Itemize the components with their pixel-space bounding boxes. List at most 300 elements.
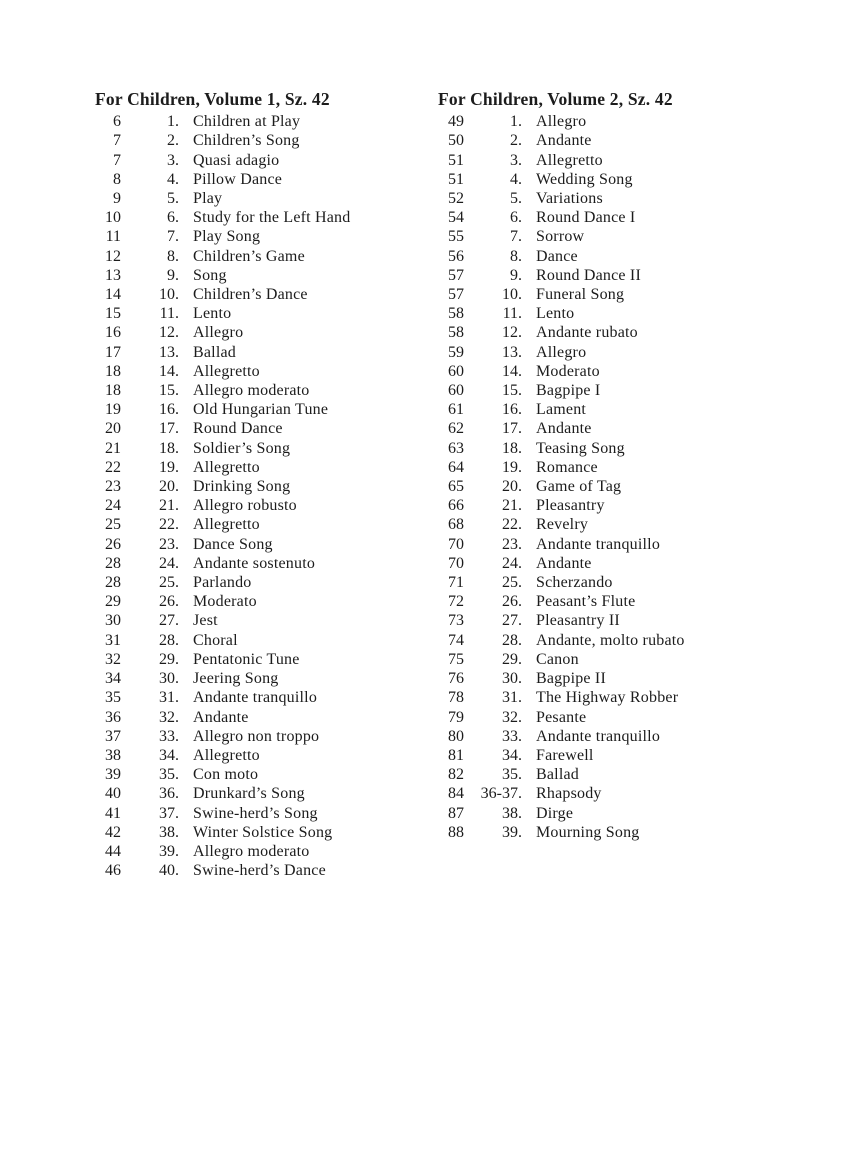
entry-page-number: 84	[448, 785, 464, 803]
entry-piece-title: Funeral Song	[536, 286, 625, 304]
entry-piece-number: 4.	[167, 170, 179, 188]
entry-piece-number: 11.	[502, 305, 522, 323]
entry-piece-title: Dirge	[536, 804, 574, 822]
toc-entry-row	[438, 285, 685, 304]
entry-piece-number: 18.	[159, 439, 179, 457]
entry-piece-number: 38.	[159, 823, 179, 841]
entry-piece-number: 38.	[502, 804, 522, 822]
entry-page-number: 68	[448, 516, 464, 534]
entry-page-number: 63	[448, 439, 464, 457]
entry-piece-number: 19.	[159, 458, 179, 476]
entry-piece-title: Children at Play	[193, 113, 301, 131]
entry-page-number: 22	[105, 458, 121, 476]
entry-piece-number: 11.	[159, 305, 179, 323]
entry-piece-title: Teasing Song	[536, 439, 625, 457]
entry-page-number: 61	[448, 401, 464, 419]
entry-piece-number: 1.	[510, 113, 522, 131]
entry-page-number: 18	[105, 382, 121, 400]
entry-piece-number: 2.	[167, 132, 179, 150]
entry-piece-title: Sorrow	[536, 228, 585, 246]
entry-piece-number: 24.	[502, 554, 522, 572]
entry-page-number: 80	[448, 727, 464, 745]
entry-page-number: 24	[105, 497, 121, 515]
toc-entry-row	[438, 477, 685, 496]
entry-page-number: 75	[448, 650, 464, 668]
entry-piece-title: Revelry	[536, 516, 589, 534]
entry-piece-number: 28.	[502, 631, 522, 649]
entry-piece-number: 31.	[502, 689, 522, 707]
volume-2-column	[438, 90, 685, 842]
toc-entry-row	[438, 323, 685, 342]
toc-entry-row	[438, 804, 685, 823]
entry-page-number: 58	[448, 324, 464, 342]
entry-piece-title: Bagpipe I	[536, 382, 601, 400]
entry-piece-title: Lament	[536, 401, 587, 419]
entry-piece-number: 39.	[159, 842, 179, 860]
entry-page-number: 21	[105, 439, 121, 457]
entry-piece-number: 17.	[159, 420, 179, 438]
entry-page-number: 51	[448, 151, 464, 169]
entry-page-number: 39	[105, 766, 121, 784]
toc-entry-row	[95, 323, 350, 342]
entry-page-number: 65	[448, 478, 464, 496]
entry-piece-number: 21.	[502, 497, 522, 515]
entry-page-number: 74	[448, 631, 464, 649]
entry-page-number: 50	[448, 132, 464, 150]
toc-entry-row	[438, 439, 685, 458]
entry-page-number: 14	[105, 286, 121, 304]
entry-piece-number: 26.	[159, 593, 179, 611]
entry-piece-number: 6.	[167, 209, 179, 227]
entry-piece-number: 1.	[167, 113, 179, 131]
toc-entry-row	[438, 611, 685, 630]
toc-entry-row	[438, 400, 685, 419]
entry-piece-title: Drinking Song	[193, 478, 291, 496]
entry-piece-number: 20.	[159, 478, 179, 496]
toc-entry-row	[438, 247, 685, 266]
entry-piece-number: 2.	[510, 132, 522, 150]
entry-piece-number: 22.	[502, 516, 522, 534]
toc-entry-row	[95, 227, 350, 246]
entry-piece-number: 30.	[159, 670, 179, 688]
entry-page-number: 28	[105, 554, 121, 572]
toc-entry-row	[95, 515, 350, 534]
entry-page-number: 28	[105, 574, 121, 592]
toc-entry-row	[438, 208, 685, 227]
volume-2-entry-list	[438, 112, 685, 842]
entry-piece-title: Farewell	[536, 746, 594, 764]
entry-piece-title: Andante	[536, 132, 592, 150]
entry-piece-title: Pesante	[536, 708, 587, 726]
entry-piece-title: Andante sostenuto	[193, 554, 316, 572]
toc-entry-row	[95, 669, 350, 688]
entry-page-number: 66	[448, 497, 464, 515]
entry-piece-number: 33.	[159, 727, 179, 745]
entry-piece-number: 28.	[159, 631, 179, 649]
entry-piece-title: The Highway Robber	[536, 689, 679, 707]
entry-piece-number: 13.	[502, 343, 522, 361]
entry-piece-number: 21.	[159, 497, 179, 515]
entry-piece-number: 9.	[510, 266, 522, 284]
toc-entry-row	[438, 419, 685, 438]
entry-piece-number: 14.	[502, 362, 522, 380]
entry-page-number: 59	[448, 343, 464, 361]
entry-page-number: 87	[448, 804, 464, 822]
entry-page-number: 54	[448, 209, 464, 227]
entry-piece-title: Play Song	[193, 228, 261, 246]
entry-page-number: 41	[105, 804, 121, 822]
entry-page-number: 35	[105, 689, 121, 707]
entry-piece-number: 35.	[502, 766, 522, 784]
toc-entry-row	[95, 727, 350, 746]
entry-page-number: 16	[105, 324, 121, 342]
entry-page-number: 26	[105, 535, 121, 553]
toc-entry-row	[95, 631, 350, 650]
entry-page-number: 88	[448, 823, 464, 841]
entry-piece-number: 12.	[502, 324, 522, 342]
entry-piece-title: Peasant’s Flute	[536, 593, 636, 611]
entry-page-number: 46	[105, 862, 121, 880]
entry-page-number: 9	[113, 190, 121, 208]
toc-entry-row	[95, 362, 350, 381]
entry-piece-title: Round Dance I	[536, 209, 636, 227]
entry-piece-title: Pillow Dance	[193, 170, 283, 188]
entry-page-number: 71	[448, 574, 464, 592]
entry-piece-title: Song	[193, 266, 227, 284]
entry-page-number: 42	[105, 823, 121, 841]
entry-piece-number: 24.	[159, 554, 179, 572]
toc-entry-row	[95, 439, 350, 458]
entry-piece-number: 15.	[159, 382, 179, 400]
toc-entry-row	[438, 458, 685, 477]
toc-entry-row	[95, 535, 350, 554]
entry-page-number: 20	[105, 420, 121, 438]
toc-entry-row	[95, 381, 350, 400]
entry-piece-title: Andante	[536, 554, 592, 572]
entry-page-number: 34	[105, 670, 121, 688]
entry-piece-number: 18.	[502, 439, 522, 457]
toc-entry-row	[95, 477, 350, 496]
toc-entry-row	[438, 784, 685, 803]
entry-piece-title: Dance Song	[193, 535, 273, 553]
entry-piece-title: Andante tranquillo	[536, 535, 661, 553]
toc-entry-row	[438, 746, 685, 765]
entry-piece-title: Bagpipe II	[536, 670, 606, 688]
entry-piece-title: Allegro moderato	[193, 842, 310, 860]
toc-entry-row	[95, 861, 350, 880]
toc-entry-row	[95, 343, 350, 362]
entry-piece-number: 23.	[159, 535, 179, 553]
toc-entry-row	[95, 208, 350, 227]
entry-piece-title: Round Dance	[193, 420, 283, 438]
entry-piece-title: Jeering Song	[193, 670, 279, 688]
toc-entry-row	[95, 592, 350, 611]
entry-piece-number: 22.	[159, 516, 179, 534]
entry-piece-number: 16.	[502, 401, 522, 419]
entry-piece-number: 30.	[502, 670, 522, 688]
entry-piece-number: 36.	[159, 785, 179, 803]
entry-page-number: 60	[448, 382, 464, 400]
entry-piece-title: Quasi adagio	[193, 151, 280, 169]
toc-entry-row	[95, 765, 350, 784]
toc-entry-row	[95, 151, 350, 170]
entry-piece-title: Jest	[193, 612, 218, 630]
entry-piece-number: 40.	[159, 862, 179, 880]
entry-piece-number: 29.	[502, 650, 522, 668]
toc-entry-row	[438, 669, 685, 688]
entry-piece-number: 20.	[502, 478, 522, 496]
entry-page-number: 31	[105, 631, 121, 649]
toc-entry-row	[95, 189, 350, 208]
entry-piece-title: Round Dance II	[536, 266, 641, 284]
entry-piece-title: Pentatonic Tune	[193, 650, 300, 668]
entry-piece-number: 5.	[510, 190, 522, 208]
entry-piece-number: 35.	[159, 766, 179, 784]
entry-piece-title: Game of Tag	[536, 478, 622, 496]
toc-entry-row	[95, 746, 350, 765]
toc-entry-row	[95, 266, 350, 285]
entry-piece-title: Allegretto	[193, 362, 260, 380]
toc-entry-row	[95, 688, 350, 707]
entry-piece-number: 34.	[502, 746, 522, 764]
entry-piece-title: Con moto	[193, 766, 259, 784]
toc-entry-row	[438, 515, 685, 534]
entry-piece-number: 6.	[510, 209, 522, 227]
entry-piece-title: Wedding Song	[536, 170, 633, 188]
entry-piece-title: Romance	[536, 458, 598, 476]
entry-piece-number: 31.	[159, 689, 179, 707]
toc-entry-row	[95, 112, 350, 131]
entry-piece-number: 10.	[159, 286, 179, 304]
entry-piece-title: Play	[193, 190, 223, 208]
toc-entry-row	[438, 554, 685, 573]
entry-page-number: 19	[105, 401, 121, 419]
entry-page-number: 32	[105, 650, 121, 668]
entry-page-number: 15	[105, 305, 121, 323]
toc-entry-row	[95, 400, 350, 419]
entry-piece-number: 10.	[502, 286, 522, 304]
entry-piece-title: Allegro	[193, 324, 244, 342]
entry-piece-title: Pleasantry II	[536, 612, 620, 630]
volume-1-entry-list	[95, 112, 350, 880]
toc-entry-row	[438, 592, 685, 611]
entry-piece-title: Choral	[193, 631, 238, 649]
entry-page-number: 23	[105, 478, 121, 496]
entry-piece-number: 14.	[159, 362, 179, 380]
toc-entry-row	[438, 708, 685, 727]
entry-piece-number: 26.	[502, 593, 522, 611]
toc-entry-row	[95, 170, 350, 189]
entry-piece-title: Variations	[536, 190, 603, 208]
entry-page-number: 11	[105, 228, 121, 246]
entry-piece-number: 8.	[510, 247, 522, 265]
entry-piece-number: 17.	[502, 420, 522, 438]
entry-page-number: 6	[113, 113, 121, 131]
toc-entry-row	[95, 573, 350, 592]
entry-piece-title: Andante tranquillo	[193, 689, 318, 707]
entry-piece-number: 9.	[167, 266, 179, 284]
toc-entry-row	[95, 496, 350, 515]
entry-piece-number: 4.	[510, 170, 522, 188]
toc-entry-row	[95, 554, 350, 573]
toc-entry-row	[438, 343, 685, 362]
entry-piece-title: Children’s Song	[193, 132, 300, 150]
toc-entry-row	[438, 131, 685, 150]
entry-piece-number: 23.	[502, 535, 522, 553]
entry-page-number: 72	[448, 593, 464, 611]
entry-piece-title: Drunkard’s Song	[193, 785, 305, 803]
entry-page-number: 57	[448, 266, 464, 284]
toc-entry-row	[438, 381, 685, 400]
entry-page-number: 8	[113, 170, 121, 188]
entry-piece-title: Dance	[536, 247, 578, 265]
toc-entry-row	[438, 266, 685, 285]
toc-entry-row	[438, 535, 685, 554]
entry-piece-number: 32.	[502, 708, 522, 726]
entry-piece-title: Winter Solstice Song	[193, 823, 333, 841]
entry-page-number: 58	[448, 305, 464, 323]
toc-entry-row	[95, 131, 350, 150]
entry-piece-title: Canon	[536, 650, 579, 668]
toc-entry-row	[95, 611, 350, 630]
toc-entry-row	[95, 458, 350, 477]
entry-piece-title: Ballad	[193, 343, 236, 361]
entry-piece-title: Moderato	[193, 593, 257, 611]
entry-piece-number: 25.	[502, 574, 522, 592]
entry-piece-number: 27.	[502, 612, 522, 630]
entry-piece-number: 39.	[502, 823, 522, 841]
entry-piece-title: Allegretto	[193, 458, 260, 476]
volume-2-title: For Children, Volume 2, Sz. 42	[438, 89, 673, 109]
entry-piece-number: 34.	[159, 746, 179, 764]
entry-piece-number: 27.	[159, 612, 179, 630]
entry-page-number: 81	[448, 746, 464, 764]
toc-entry-row	[95, 304, 350, 323]
entry-piece-title: Pleasantry	[536, 497, 605, 515]
toc-entry-row	[438, 631, 685, 650]
toc-entry-row	[95, 804, 350, 823]
entry-piece-number: 12.	[159, 324, 179, 342]
entry-page-number: 56	[448, 247, 464, 265]
entry-piece-title: Lento	[536, 305, 575, 323]
entry-page-number: 25	[105, 516, 121, 534]
entry-piece-number: 32.	[159, 708, 179, 726]
entry-piece-title: Allegro moderato	[193, 382, 310, 400]
entry-page-number: 13	[105, 266, 121, 284]
entry-piece-number: 25.	[159, 574, 179, 592]
entry-piece-number: 7.	[510, 228, 522, 246]
toc-entry-row	[438, 362, 685, 381]
entry-page-number: 18	[105, 362, 121, 380]
entry-page-number: 62	[448, 420, 464, 438]
entry-piece-number: 33.	[502, 727, 522, 745]
toc-entry-row	[95, 285, 350, 304]
entry-piece-number: 13.	[159, 343, 179, 361]
entry-piece-title: Soldier’s Song	[193, 439, 291, 457]
entry-piece-title: Rhapsody	[536, 785, 602, 803]
entry-piece-title: Old Hungarian Tune	[193, 401, 329, 419]
entry-page-number: 7	[113, 132, 121, 150]
toc-entry-row	[438, 688, 685, 707]
entry-piece-title: Moderato	[536, 362, 600, 380]
toc-entry-row	[95, 419, 350, 438]
entry-page-number: 79	[448, 708, 464, 726]
toc-entry-row	[438, 189, 685, 208]
toc-entry-row	[438, 112, 685, 131]
toc-entry-row	[95, 784, 350, 803]
entry-piece-title: Allegretto	[193, 746, 260, 764]
entry-page-number: 17	[105, 343, 121, 361]
entry-piece-title: Allegretto	[536, 151, 603, 169]
entry-page-number: 70	[448, 535, 464, 553]
entry-piece-number: 37.	[159, 804, 179, 822]
entry-page-number: 60	[448, 362, 464, 380]
entry-piece-title: Andante	[193, 708, 249, 726]
entry-piece-title: Study for the Left Hand	[193, 209, 351, 227]
toc-entry-row	[438, 765, 685, 784]
entry-page-number: 55	[448, 228, 464, 246]
entry-piece-title: Children’s Game	[193, 247, 305, 265]
toc-entry-row	[95, 650, 350, 669]
toc-entry-row	[95, 247, 350, 266]
entry-piece-title: Lento	[193, 305, 232, 323]
toc-entry-row	[438, 823, 685, 842]
toc-entry-row	[438, 170, 685, 189]
entry-piece-title: Scherzando	[536, 574, 613, 592]
entry-piece-title: Allegro non troppo	[193, 727, 320, 745]
entry-page-number: 10	[105, 209, 121, 227]
entry-page-number: 38	[105, 746, 121, 764]
entry-page-number: 76	[448, 670, 464, 688]
entry-piece-title: Children’s Dance	[193, 286, 308, 304]
entry-page-number: 12	[105, 247, 121, 265]
entry-piece-number: 36-37.	[480, 785, 522, 803]
entry-page-number: 37	[105, 727, 121, 745]
entry-page-number: 44	[105, 842, 121, 860]
entry-piece-number: 29.	[159, 650, 179, 668]
entry-piece-title: Allegro robusto	[193, 497, 297, 515]
entry-page-number: 30	[105, 612, 121, 630]
entry-piece-title: Parlando	[193, 574, 252, 592]
entry-piece-title: Allegretto	[193, 516, 260, 534]
entry-piece-title: Ballad	[536, 766, 579, 784]
entry-page-number: 51	[448, 170, 464, 188]
entry-piece-number: 5.	[167, 190, 179, 208]
entry-page-number: 64	[448, 458, 464, 476]
toc-entry-row	[438, 151, 685, 170]
entry-piece-title: Swine-herd’s Dance	[193, 862, 326, 880]
entry-page-number: 57	[448, 286, 464, 304]
toc-entry-row	[438, 650, 685, 669]
entry-page-number: 29	[105, 593, 121, 611]
entry-piece-number: 3.	[167, 151, 179, 169]
toc-entry-row	[438, 304, 685, 323]
entry-piece-number: 7.	[167, 228, 179, 246]
entry-piece-number: 16.	[159, 401, 179, 419]
toc-entry-row	[438, 227, 685, 246]
entry-page-number: 78	[448, 689, 464, 707]
entry-page-number: 82	[448, 766, 464, 784]
entry-page-number: 7	[113, 151, 121, 169]
entry-piece-title: Andante	[536, 420, 592, 438]
entry-piece-title: Andante, molto rubato	[536, 631, 685, 649]
toc-entry-row	[95, 842, 350, 861]
entry-page-number: 40	[105, 785, 121, 803]
entry-piece-number: 15.	[502, 382, 522, 400]
toc-entry-row	[95, 708, 350, 727]
entry-page-number: 73	[448, 612, 464, 630]
entry-piece-title: Allegro	[536, 113, 587, 131]
